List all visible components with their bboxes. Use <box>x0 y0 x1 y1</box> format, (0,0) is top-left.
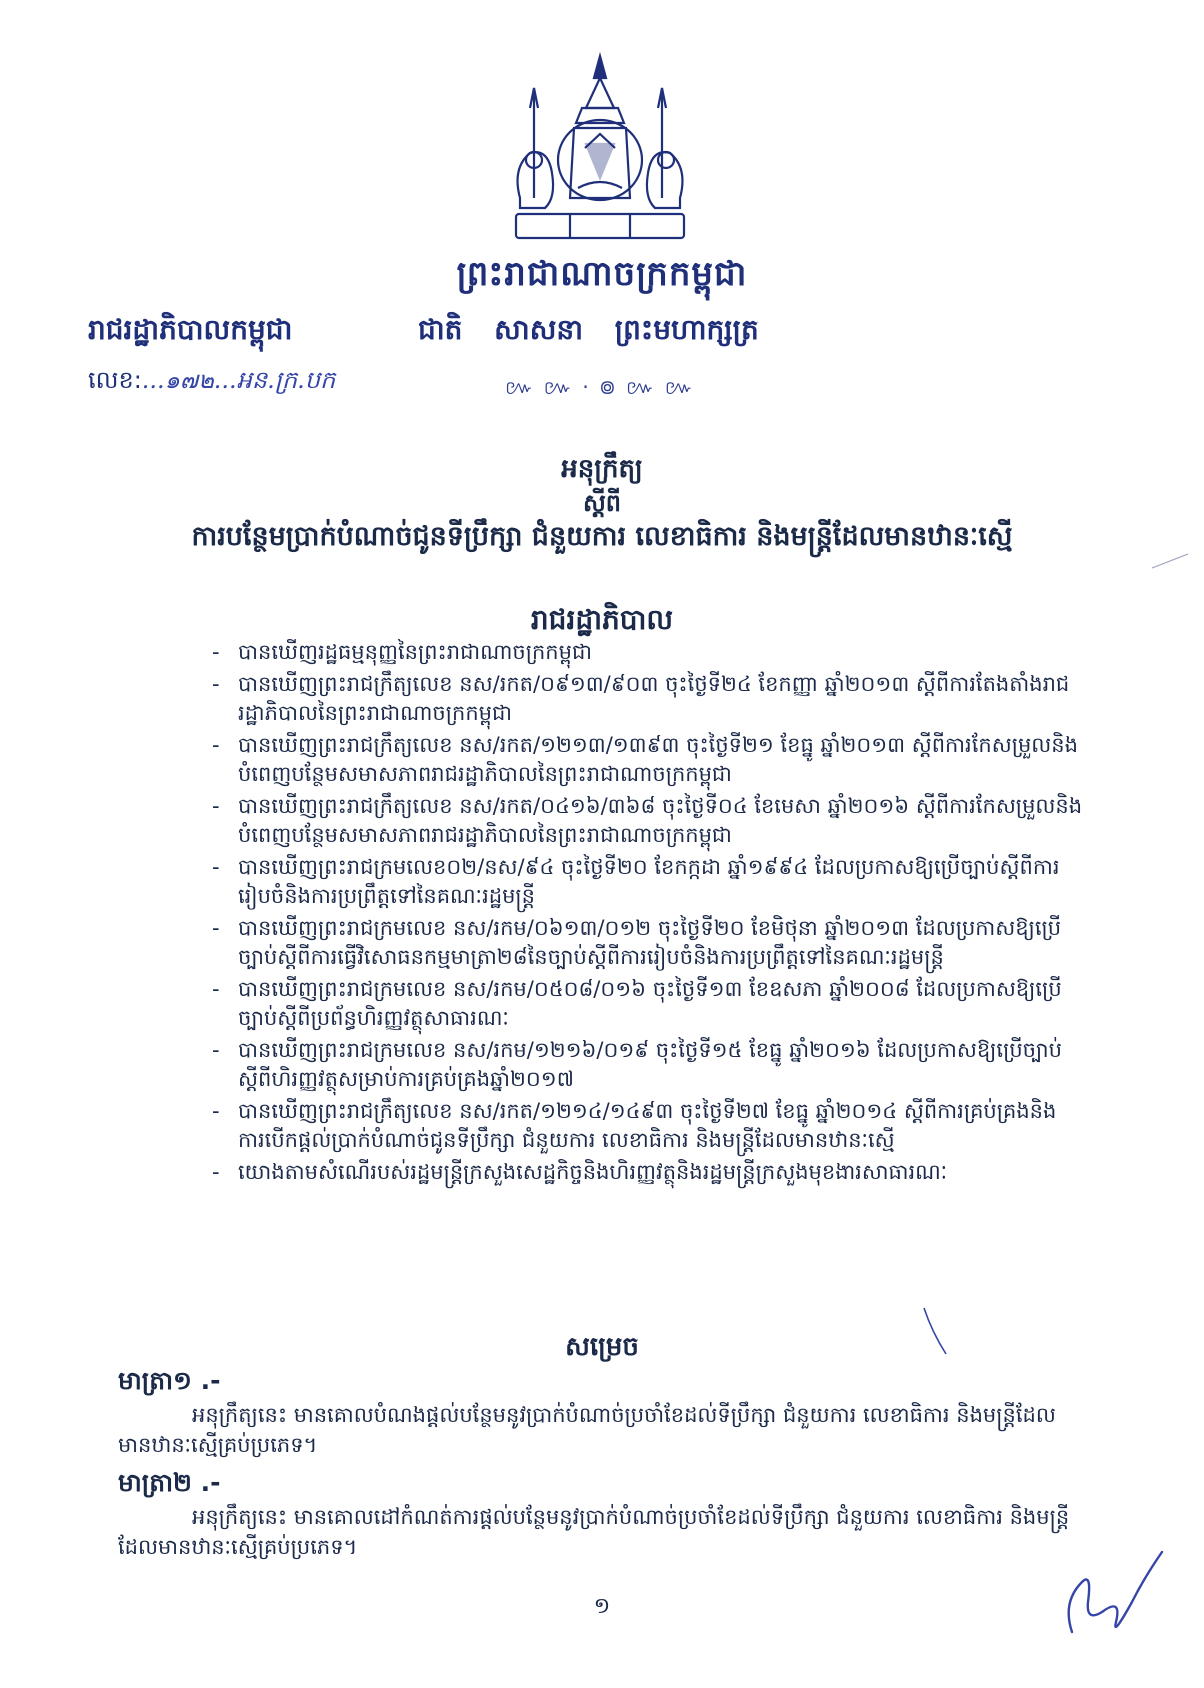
recital-item: - យោងតាមសំណើរបស់រដ្ឋមន្ត្រីក្រសួងសេដ្ឋកិច្ចនិងហិរញ្ញវត្ថុនិងរដ្ឋមន្ត្រីក្រសួងមុខងារសាធារណៈ <box>212 1158 1092 1187</box>
recital-item: - បានឃើញព្រះរាជក្រឹត្យលេខ នស/រកត/១២១៤/១៤៩៣ ចុះថ្ងៃទី២៧ ខែធ្នូ ឆ្នាំ២០១៤ ស្ដីពីការគ្រប់គ្រងនិងការបើកផ្ដល់ប្រាក់បំណាច់ជូនទីប្រឹក្សា ជំនួយការ លេខាធិការ និងមន្ត្រីដែលមានឋានៈស្មើ <box>212 1097 1092 1155</box>
recital-item: - បានឃើញរដ្ឋធម្មនុញ្ញនៃព្រះរាជាណាចក្រកម្ពុជា <box>212 638 1092 667</box>
royal-coat-of-arms-emblem <box>490 48 710 248</box>
recital-item: - បានឃើញព្រះរាជក្រមលេខ នស/រកម/០៦១៣/០១២ ចុះថ្ងៃទី២០ ខែមិថុនា ឆ្នាំ២០១៣ ដែលប្រកាសឱ្យប្រើច្បាប់ស្ដីពីការធ្វើវិសោធនកម្មមាត្រា២៨នៃច្បាប់ស្ដីពីការរៀបចំនិងការប្រព្រឹត្តទៅនៃគណៈរដ្ឋមន្ត្រី <box>212 914 1092 972</box>
recital-item: - បានឃើញព្រះរាជក្រមលេខ០២/នស/៩៤ ចុះថ្ងៃទី២០ ខែកក្កដា ឆ្នាំ១៩៩៤ ដែលប្រកាសឱ្យប្រើច្បាប់ស្ដីពីការរៀបចំនិងការប្រព្រឹត្តទៅនៃគណៈរដ្ឋមន្ត្រី <box>212 853 1092 911</box>
national-motto: ជាតិ សាសនា ព្រះមហាក្សត្រ <box>418 313 759 346</box>
government-name: រាជរដ្ឋាភិបាលកម្ពុជា <box>88 313 293 346</box>
decree-type-title: អនុក្រឹត្យ <box>561 454 643 484</box>
article-2-title: មាត្រា២ .- <box>118 1468 221 1497</box>
decree-about-label: ស្ដីពី <box>582 489 622 517</box>
recital-item: - បានឃើញព្រះរាជក្រឹត្យលេខ នស/រកត/១២១៣/១៣៩៣ ចុះថ្ងៃទី២១ ខែធ្នូ ឆ្នាំ២០១៣ ស្ដីពីការកែសម្រួលនិងបំពេញបន្ថែមសមាសភាពរាជរដ្ឋាភិបាលនៃព្រះរាជាណាចក្រកម្ពុជា <box>212 731 1092 789</box>
recital-item: - បានឃើញព្រះរាជក្រមលេខ នស/រកម/១២១៦/០១៩ ចុះថ្ងៃទី១៥ ខែធ្នូ ឆ្នាំ២០១៦ ដែលប្រកាសឱ្យប្រើច្បាប់ស្ដីពីហិរញ្ញវត្ថុសម្រាប់ការគ្រប់គ្រងឆ្នាំ២០១៧ <box>212 1036 1092 1094</box>
header-ornament: ៚ ៚ · ៙ ៚ ៚ <box>505 375 696 399</box>
margin-pen-mark <box>1150 550 1190 570</box>
document-number <box>88 360 335 400</box>
page-number: ១ <box>593 1594 611 1619</box>
government-heading: រាជរដ្ឋាភិបាល <box>530 603 674 636</box>
recital-item: - បានឃើញព្រះរាជក្រឹត្យលេខ នស/រកត/០៩១៣/៩០៣ ចុះថ្ងៃទី២៤ ខែកញ្ញា ឆ្នាំ២០១៣ ស្ដីពីការតែងតាំងរាជរដ្ឋាភិបាលនៃព្រះរាជាណាចក្រកម្ពុជា <box>212 670 1092 728</box>
recital-item: - បានឃើញព្រះរាជក្រឹត្យលេខ នស/រកត/០៤១៦/៣៦៨ ចុះថ្ងៃទី០៤ ខែមេសា ឆ្នាំ២០១៦ ស្ដីពីការកែសម្រួលនិងបំពេញបន្ថែមសមាសភាពរាជរដ្ឋាភិបាលនៃព្រះរាជាណាចក្រកម្ពុជា <box>212 792 1092 850</box>
article-1-body: អនុក្រឹត្យនេះ មានគោលបំណងផ្ដល់បន្ថែមនូវប្រាក់បំណាច់ប្រចាំខែដល់ទីប្រឹក្សា ជំនួយការ លេខាធិការ និងមន្ត្រីដែលមានឋានៈស្មើគ្រប់ប្រភេទ។ <box>118 1403 1056 1457</box>
handwritten-initial-signature <box>1052 1542 1172 1652</box>
kingdom-title: ព្រះរាជាណាចក្រកម្ពុជា <box>456 254 748 294</box>
article-2-body: អនុក្រឹត្យនេះ មានគោលដៅកំណត់ការផ្ដល់បន្ថែមនូវប្រាក់បំណាច់ប្រចាំខែដល់ទីប្រឹក្សា ជំនួយការ លេខាធិការ និងមន្ត្រីដែលមានឋានៈស្មើគ្រប់ប្រភេទ។ <box>118 1505 1070 1559</box>
document-number-handwritten: ...๑๗๒...អន.ក្រ.បក <box>141 366 336 394</box>
decides-heading: សម្រេច <box>565 1332 639 1362</box>
article-1-title: មាត្រា១ .- <box>118 1366 221 1395</box>
recital-item: - បានឃើញព្រះរាជក្រមលេខ នស/រកម/០៥០៨/០១៦ ចុះថ្ងៃទី១៣ ខែឧសភា ឆ្នាំ២០០៨ ដែលប្រកាសឱ្យប្រើច្បាប់ស្ដីពីប្រព័ន្ធហិរញ្ញវត្ថុសាធារណៈ <box>212 975 1092 1033</box>
recitals-list <box>212 638 1092 1190</box>
document-number-prefix: លេខ: <box>88 366 142 394</box>
decree-subject: ការបន្ថែមប្រាក់បំណាច់ជូនទីប្រឹក្សា ជំនួយការ លេខាធិការ និងមន្ត្រីដែលមានឋានៈស្មើ <box>191 521 1013 552</box>
